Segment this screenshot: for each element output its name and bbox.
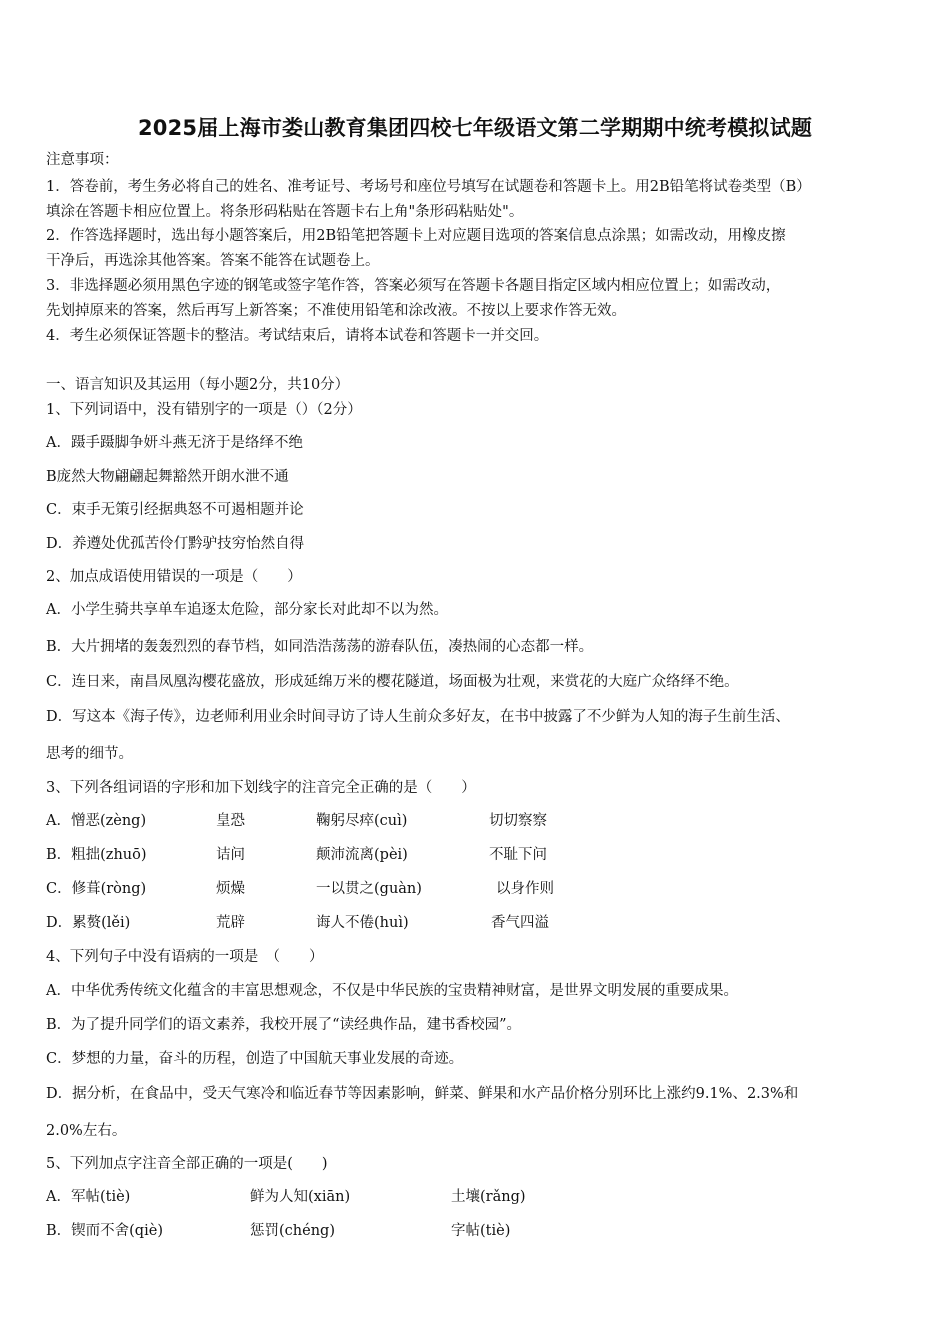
notice-line: 1．答卷前，考生务必将自己的姓名、准考证号、考场号和座位号填写在试题卷和答题卡上。用2B铅笔将试卷类型（B） bbox=[46, 179, 811, 195]
option-cell: 切切察察 bbox=[489, 813, 547, 829]
question-stem: 5、下列加点字注音全部正确的一项是( ) bbox=[46, 1156, 328, 1172]
question-option: B．为了提升同学们的语文素养，我校开展了“读经典作品，建书香校园”。 bbox=[46, 1017, 521, 1033]
option-cell: 荒辟 bbox=[216, 915, 245, 931]
page-title: 2025届上海市娄山教育集团四校七年级语文第二学期期中统考模拟试题 bbox=[137, 116, 813, 140]
option-cell: 以身作则 bbox=[496, 881, 554, 897]
question-option: A．中华优秀传统文化蕴含的丰富思想观念，不仅是中华民族的宝贵精神财富，是世界文明发展的重要成果。 bbox=[46, 983, 738, 999]
option-cell: 皇恐 bbox=[216, 813, 245, 829]
option-cell: B．粗拙(zhuō) bbox=[46, 847, 147, 863]
question-option: C．束手无策引经据典怒不可遏相题并论 bbox=[46, 502, 304, 518]
notice-line: 先划掉原来的答案，然后再写上新答案；不准使用铅笔和涂改液。不按以上要求作答无效。 bbox=[46, 303, 626, 319]
option-cell: A．憎恶(zèng) bbox=[46, 813, 147, 829]
notice-line: 干净后，再选涂其他答案。答案不能答在试题卷上。 bbox=[46, 253, 380, 269]
option-cell: 诘问 bbox=[216, 847, 245, 863]
option-cell: 土壤(rǎng) bbox=[451, 1189, 526, 1205]
question-option: C．连日来，南昌凤凰沟樱花盛放，形成延绵万米的樱花隧道，场面极为壮观，来赏花的大庭广众络绎不绝。 bbox=[46, 674, 739, 690]
notice-heading: 注意事项： bbox=[46, 152, 119, 168]
question-option: D．养遵处优孤苦伶仃黔驴技穷怡然自得 bbox=[46, 536, 305, 552]
option-cell: 惩罚(chéng) bbox=[250, 1223, 335, 1239]
option-cell: 鞠躬尽瘁(cuì) bbox=[316, 813, 408, 829]
option-cell: 香气四溢 bbox=[491, 915, 549, 931]
question-option: B庞然大物翩翩起舞豁然开朗水泄不通 bbox=[46, 469, 289, 485]
notice-line: 3．非选择题必须用黑色字迹的钢笔或签字笔作答，答案必须写在答题卡各题目指定区域内相应位置上；如需改动， bbox=[46, 278, 781, 294]
notice-line: 填涂在答题卡相应位置上。将条形码粘贴在答题卡右上角"条形码粘贴处"。 bbox=[46, 204, 524, 220]
question-option: B．大片拥堵的轰轰烈烈的春节档，如同浩浩荡荡的游春队伍，凑热闹的心态都一样。 bbox=[46, 639, 594, 655]
question-stem: 3、下列各组词语的字形和加下划线字的注音完全正确的是（ ） bbox=[46, 780, 476, 796]
question-stem: 1、下列词语中，没有错别字的一项是（）（2分） bbox=[46, 402, 362, 418]
question-option: D．据分析，在食品中，受天气寒冷和临近春节等因素影响，鲜菜、鲜果和水产品价格分别环比上涨约9.1%、2.3%和 bbox=[46, 1086, 799, 1102]
option-cell: C．修葺(ròng) bbox=[46, 881, 147, 897]
question-stem: 2、加点成语使用错误的一项是（ ） bbox=[46, 569, 302, 585]
option-cell: 鲜为人知(xiān) bbox=[250, 1189, 351, 1205]
notice-line: 4．考生必须保证答题卡的整洁。考试结束后，请将本试卷和答题卡一并交回。 bbox=[46, 328, 549, 344]
option-cell: 不耻下问 bbox=[489, 847, 547, 863]
option-cell: 字帖(tiè) bbox=[451, 1223, 511, 1239]
option-cell: B．锲而不舍(qiè) bbox=[46, 1223, 163, 1239]
option-cell: 一以贯之(guàn) bbox=[316, 881, 422, 897]
option-cell: D．累赘(lěi) bbox=[46, 915, 131, 931]
section-heading: 一、语言知识及其运用（每小题2分，共10分） bbox=[46, 377, 350, 393]
option-cell: 烦燥 bbox=[216, 881, 245, 897]
question-stem: 4、下列句子中没有语病的一项是 （ ） bbox=[46, 949, 324, 965]
notice-line: 2．作答选择题时，选出每小题答案后，用2B铅笔把答题卡上对应题目选项的答案信息点涂黑；如需改动，用橡皮擦 bbox=[46, 228, 786, 244]
question-option: A．蹑手蹑脚争妍斗燕无济于是络绎不绝 bbox=[46, 435, 303, 451]
question-option: C．梦想的力量，奋斗的历程，创造了中国航天事业发展的奇迹。 bbox=[46, 1051, 464, 1067]
option-cell: 诲人不倦(huì) bbox=[316, 915, 409, 931]
question-option: A．小学生骑共享单车追逐太危险，部分家长对此却不以为然。 bbox=[46, 602, 448, 618]
question-option-continued: 2.0%左右。 bbox=[46, 1123, 127, 1139]
option-cell: A．军帖(tiè) bbox=[46, 1189, 131, 1205]
option-cell: 颠沛流离(pèi) bbox=[316, 847, 408, 863]
question-option: D．写这本《海子传》，边老师利用业余时间寻访了诗人生前众多好友，在书中披露了不少鲜为人知的海子生前生活、 bbox=[46, 709, 790, 725]
question-option-continued: 思考的细节。 bbox=[46, 746, 133, 762]
